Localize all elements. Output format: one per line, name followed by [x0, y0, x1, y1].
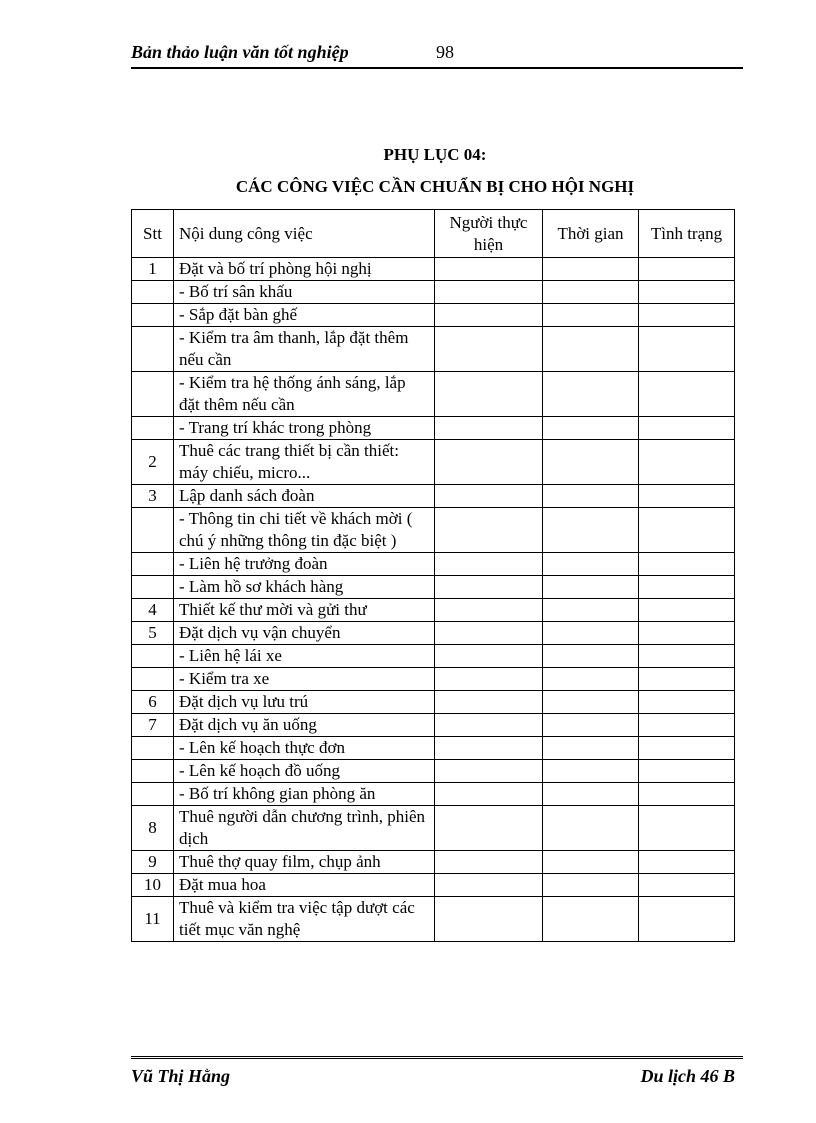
cell-task: Đặt và bố trí phòng hội nghị: [174, 258, 435, 281]
cell-task: - Lên kế hoạch thực đơn: [174, 737, 435, 760]
table-row: [132, 327, 735, 372]
table-row: [132, 281, 735, 304]
appendix-subtitle: CÁC CÔNG VIỆC CẦN CHUẨN BỊ CHO HỘI NGHỊ: [235, 177, 635, 196]
table-row: [132, 737, 735, 760]
cell-stt: 1: [132, 258, 174, 281]
cell-stt: [132, 304, 174, 327]
cell-task: Đặt mua hoa: [174, 874, 435, 897]
table-row: [132, 258, 735, 281]
table-row: [132, 372, 735, 417]
cell-status: [639, 851, 735, 874]
cell-time: [543, 304, 639, 327]
cell-time: [543, 851, 639, 874]
cell-person: [435, 304, 543, 327]
cell-stt: [132, 760, 174, 783]
cell-time: [543, 897, 639, 942]
cell-time: [543, 576, 639, 599]
cell-person: [435, 783, 543, 806]
cell-status: [639, 691, 735, 714]
cell-time: [543, 737, 639, 760]
cell-task: Thuê người dẫn chương trình, phiên dịch: [174, 806, 435, 851]
cell-status: [639, 553, 735, 576]
cell-task: Thuê thợ quay film, chụp ảnh: [174, 851, 435, 874]
cell-stt: 11: [132, 897, 174, 942]
task-table-body: [132, 258, 735, 942]
footer-author: Vũ Thị Hằng: [131, 1066, 231, 1086]
cell-task: Lập danh sách đoàn: [174, 485, 435, 508]
cell-stt: [132, 645, 174, 668]
cell-status: [639, 668, 735, 691]
header-title: Bản thảo luận văn tốt nghiệp: [131, 42, 349, 62]
cell-person: [435, 417, 543, 440]
cell-stt: 6: [132, 691, 174, 714]
cell-status: [639, 576, 735, 599]
cell-stt: [132, 576, 174, 599]
cell-person: [435, 553, 543, 576]
cell-time: [543, 372, 639, 417]
cell-stt: [132, 281, 174, 304]
cell-stt: 9: [132, 851, 174, 874]
cell-person: [435, 508, 543, 553]
table-row: [132, 668, 735, 691]
cell-time: [543, 258, 639, 281]
cell-task: - Bố trí không gian phòng ăn: [174, 783, 435, 806]
cell-time: [543, 327, 639, 372]
cell-person: [435, 806, 543, 851]
cell-status: [639, 372, 735, 417]
cell-person: [435, 281, 543, 304]
cell-time: [543, 691, 639, 714]
cell-time: [543, 281, 639, 304]
cell-person: [435, 714, 543, 737]
cell-person: [435, 440, 543, 485]
cell-stt: [132, 783, 174, 806]
page-footer: [131, 1056, 743, 1097]
table-row: [132, 897, 735, 942]
cell-time: [543, 874, 639, 897]
column-header-time: Thời gian: [543, 210, 639, 258]
table-row: [132, 440, 735, 485]
cell-task: - Trang trí khác trong phòng: [174, 417, 435, 440]
cell-stt: [132, 553, 174, 576]
cell-status: [639, 304, 735, 327]
column-header-stt: Stt: [132, 210, 174, 258]
cell-task: Thuê và kiểm tra việc tập dượt các tiết mục văn nghệ: [174, 897, 435, 942]
cell-person: [435, 372, 543, 417]
table-row: [132, 622, 735, 645]
cell-task: - Sắp đặt bàn ghế: [174, 304, 435, 327]
cell-person: [435, 668, 543, 691]
cell-person: [435, 622, 543, 645]
table-row: [132, 576, 735, 599]
cell-stt: [132, 327, 174, 372]
page-header: [131, 40, 743, 69]
cell-stt: [132, 737, 174, 760]
cell-time: [543, 417, 639, 440]
column-header-status: Tình trạng: [639, 210, 735, 258]
cell-task: Đặt dịch vụ ăn uống: [174, 714, 435, 737]
table-row: [132, 553, 735, 576]
cell-task: - Liên hệ trưởng đoàn: [174, 553, 435, 576]
cell-stt: 10: [132, 874, 174, 897]
appendix-title: PHỤ LỤC 04:: [383, 145, 487, 164]
cell-task: Đặt dịch vụ vận chuyển: [174, 622, 435, 645]
table-row: [132, 599, 735, 622]
cell-person: [435, 760, 543, 783]
cell-time: [543, 622, 639, 645]
table-row: [132, 417, 735, 440]
cell-person: [435, 645, 543, 668]
cell-stt: 2: [132, 440, 174, 485]
cell-task: - Bố trí sân khấu: [174, 281, 435, 304]
task-table: [131, 209, 735, 942]
cell-task: - Lên kế hoạch đồ uống: [174, 760, 435, 783]
cell-time: [543, 806, 639, 851]
table-row: [132, 783, 735, 806]
cell-task: Thuê các trang thiết bị cần thiết: máy chiếu, micro...: [174, 440, 435, 485]
cell-time: [543, 599, 639, 622]
cell-status: [639, 258, 735, 281]
cell-stt: [132, 417, 174, 440]
cell-task: - Kiểm tra âm thanh, lắp đặt thêm nếu cần: [174, 327, 435, 372]
cell-time: [543, 783, 639, 806]
cell-stt: 8: [132, 806, 174, 851]
cell-status: [639, 417, 735, 440]
cell-status: [639, 874, 735, 897]
cell-time: [543, 508, 639, 553]
table-row: [132, 851, 735, 874]
table-row: [132, 645, 735, 668]
cell-person: [435, 576, 543, 599]
table-row: [132, 806, 735, 851]
cell-status: [639, 485, 735, 508]
table-header-row: [132, 210, 735, 258]
table-row: [132, 485, 735, 508]
cell-task: Thiết kế thư mời và gửi thư: [174, 599, 435, 622]
table-row: [132, 714, 735, 737]
cell-person: [435, 327, 543, 372]
column-header-person: Người thực hiện: [435, 210, 543, 258]
table-row: [132, 874, 735, 897]
cell-stt: [132, 372, 174, 417]
cell-status: [639, 440, 735, 485]
table-row: [132, 304, 735, 327]
cell-status: [639, 897, 735, 942]
cell-person: [435, 851, 543, 874]
cell-status: [639, 508, 735, 553]
cell-task: - Liên hệ lái xe: [174, 645, 435, 668]
cell-stt: 7: [132, 714, 174, 737]
cell-status: [639, 760, 735, 783]
cell-time: [543, 645, 639, 668]
table-row: [132, 508, 735, 553]
cell-task: - Kiểm tra xe: [174, 668, 435, 691]
footer-class: Du lịch 46 B: [640, 1066, 735, 1086]
cell-time: [543, 668, 639, 691]
cell-status: [639, 737, 735, 760]
cell-person: [435, 485, 543, 508]
header-page-number: 98: [436, 42, 454, 62]
cell-status: [639, 599, 735, 622]
cell-stt: 3: [132, 485, 174, 508]
cell-time: [543, 485, 639, 508]
cell-person: [435, 599, 543, 622]
cell-task: - Thông tin chi tiết về khách mời ( chú ý những thông tin đặc biệt ): [174, 508, 435, 553]
cell-status: [639, 622, 735, 645]
cell-person: [435, 897, 543, 942]
cell-stt: 4: [132, 599, 174, 622]
cell-person: [435, 737, 543, 760]
cell-status: [639, 714, 735, 737]
cell-task: Đặt dịch vụ lưu trú: [174, 691, 435, 714]
cell-time: [543, 760, 639, 783]
cell-task: - Kiểm tra hệ thống ánh sáng, lắp đặt thêm nếu cần: [174, 372, 435, 417]
cell-person: [435, 874, 543, 897]
cell-person: [435, 691, 543, 714]
table-row: [132, 760, 735, 783]
table-row: [132, 691, 735, 714]
cell-status: [639, 327, 735, 372]
cell-person: [435, 258, 543, 281]
column-header-task: Nội dung công việc: [174, 210, 435, 258]
cell-status: [639, 806, 735, 851]
cell-status: [639, 783, 735, 806]
cell-stt: [132, 668, 174, 691]
cell-status: [639, 281, 735, 304]
cell-time: [543, 714, 639, 737]
cell-status: [639, 645, 735, 668]
cell-time: [543, 440, 639, 485]
cell-time: [543, 553, 639, 576]
cell-task: - Làm hồ sơ khách hàng: [174, 576, 435, 599]
cell-stt: 5: [132, 622, 174, 645]
cell-stt: [132, 508, 174, 553]
